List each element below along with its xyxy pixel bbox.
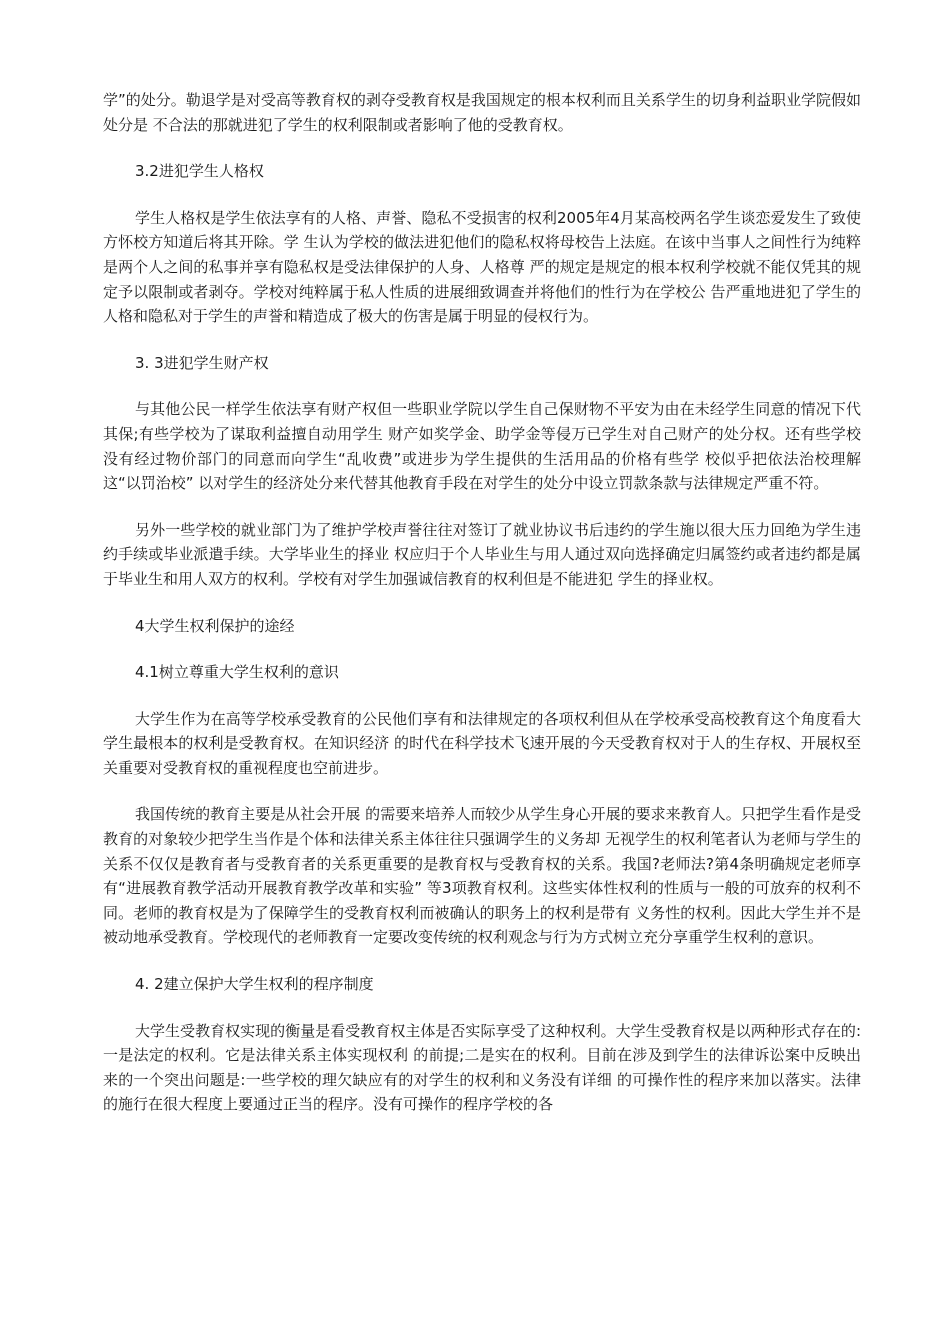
paragraph-employment-rights: 另外一些学校的就业部门为了维护学校声誉往往对签订了就业协议书后违约的学生施以很大压力回绝为学生违约手续或毕业派遣手续。大学毕业生的择业 权应归于个人毕业生与用人通过双向选择确定归属签约或者违约都是属于毕业生和用人双方的权利。学校有对学生加强诚信教育的权利但是不能进犯 学生的择业权。 xyxy=(103,520,861,588)
section-heading-4-2: 4. 2建立保护大学生权利的程序制度 xyxy=(135,975,374,994)
paragraph-personality-rights: 学生人格权是学生依法享有的人格、声誉、隐私不受损害的权利2005年4月某高校两名学生谈恋爱发生了致使方怀校方知道后将其开除。学 生认为学校的做法进犯他们的隐私权将母校告上法庭。在该中当事人之间性行为纯粹是两个人之间的私事并享有隐私权是受法律保护的人身、人格尊 严的规定是规定的根本权利学校就不能仅凭其的规定予以限制或者剥夺。学校对纯粹属于私人性质的进展细致调查并将他们的性行为在学校公 告严重地进犯了学生的人格和隐私对于学生的声誉和精造成了极大的伤害是属于明显的侵权行为。 xyxy=(103,208,861,326)
paragraph-traditional-education: 我国传统的教育主要是从社会开展 的需要来培养人而较少从学生身心开展的要求来教育人。只把学生看作是受教育的对象较少把学生当作是个体和法律关系主体往往只强调学生的义务却 无视学生的权利笔者认为老师与学生的关系不仅仅是教育者与受教育者的关系更重要的是教育权与受教育权的关系。我国?老师法?第4条明确规定老师享 有“进展教育教学活动开展教育教学改革和实验” 等3项教育权利。这些实体性权利的性质与一般的可放弃的权利不同。老师的教育权是为了保障学生的受教育权利而被确认的职务上的权利是带有 义务性的权利。因此大学生并不是被动地承受教育。学校现代的老师教育一定要改变传统的权利观念与行为方式树立充分享重学生权利的意识。 xyxy=(103,805,861,947)
section-heading-3-3: 3. 3进犯学生财产权 xyxy=(135,353,269,372)
document-body xyxy=(103,88,861,1117)
section-heading-4: 4大学生权利保护的途经 xyxy=(135,616,295,635)
paragraph-procedure-system: 大学生受教育权实现的衡量是看受教育权主体是否实际享受了这种权利。大学生受教育权是以两种形式存在的:一是法定的权利。它是法律关系主体实现权利 的前提;二是实在的权利。目前在涉及到学生的法律诉讼案中反映出来的一个突出问题是:一些学校的理欠缺应有的对学生的权利和义务没有详细 的可操作性的程序来加以落实。法律的施行在很大程度上要通过正当的程序。没有可操作的程序学校的各 xyxy=(103,1021,861,1114)
paragraph-continuation: 学”的处分。勒退学是对受高等教育权的剥夺受教育权是我国规定的根本权利而且关系学生的切身利益职业学院假如处分是 不合法的那就进犯了学生的权利限制或者影响了他的受教育权。 xyxy=(103,91,861,134)
section-heading-4-1: 4.1树立尊重大学生权利的意识 xyxy=(135,663,339,682)
paragraph-education-rights: 大学生作为在高等学校承受教育的公民他们享有和法律规定的各项权利但从在学校承受高校教育这个角度看大学生最根本的权利是受教育权。在知识经济 的时代在科学技术飞速开展的今天受教育权对于人的生存权、开展权至关重要对受教育权的重视程度也空前进步。 xyxy=(103,709,861,777)
paragraph-property-rights: 与其他公民一样学生依法享有财产权但一些职业学院以学生自己保财物不平安为由在未经学生同意的情况下代其保;有些学校为了谋取利益擅自动用学生 财产如奖学金、助学金等侵万已学生对自己财产的处分权。还有些学校没有经过物价部门的同意而向学生“乱收费”或进步为学生提供的生活用品的价格有些学 校似乎把依法治校理解这“以罚治校” 以对学生的经济处分来代替其他教育手段在对学生的处分中设立罚款条款与法律规定严重不符。 xyxy=(103,400,861,493)
section-heading-3-2: 3.2进犯学生人格权 xyxy=(135,162,264,181)
